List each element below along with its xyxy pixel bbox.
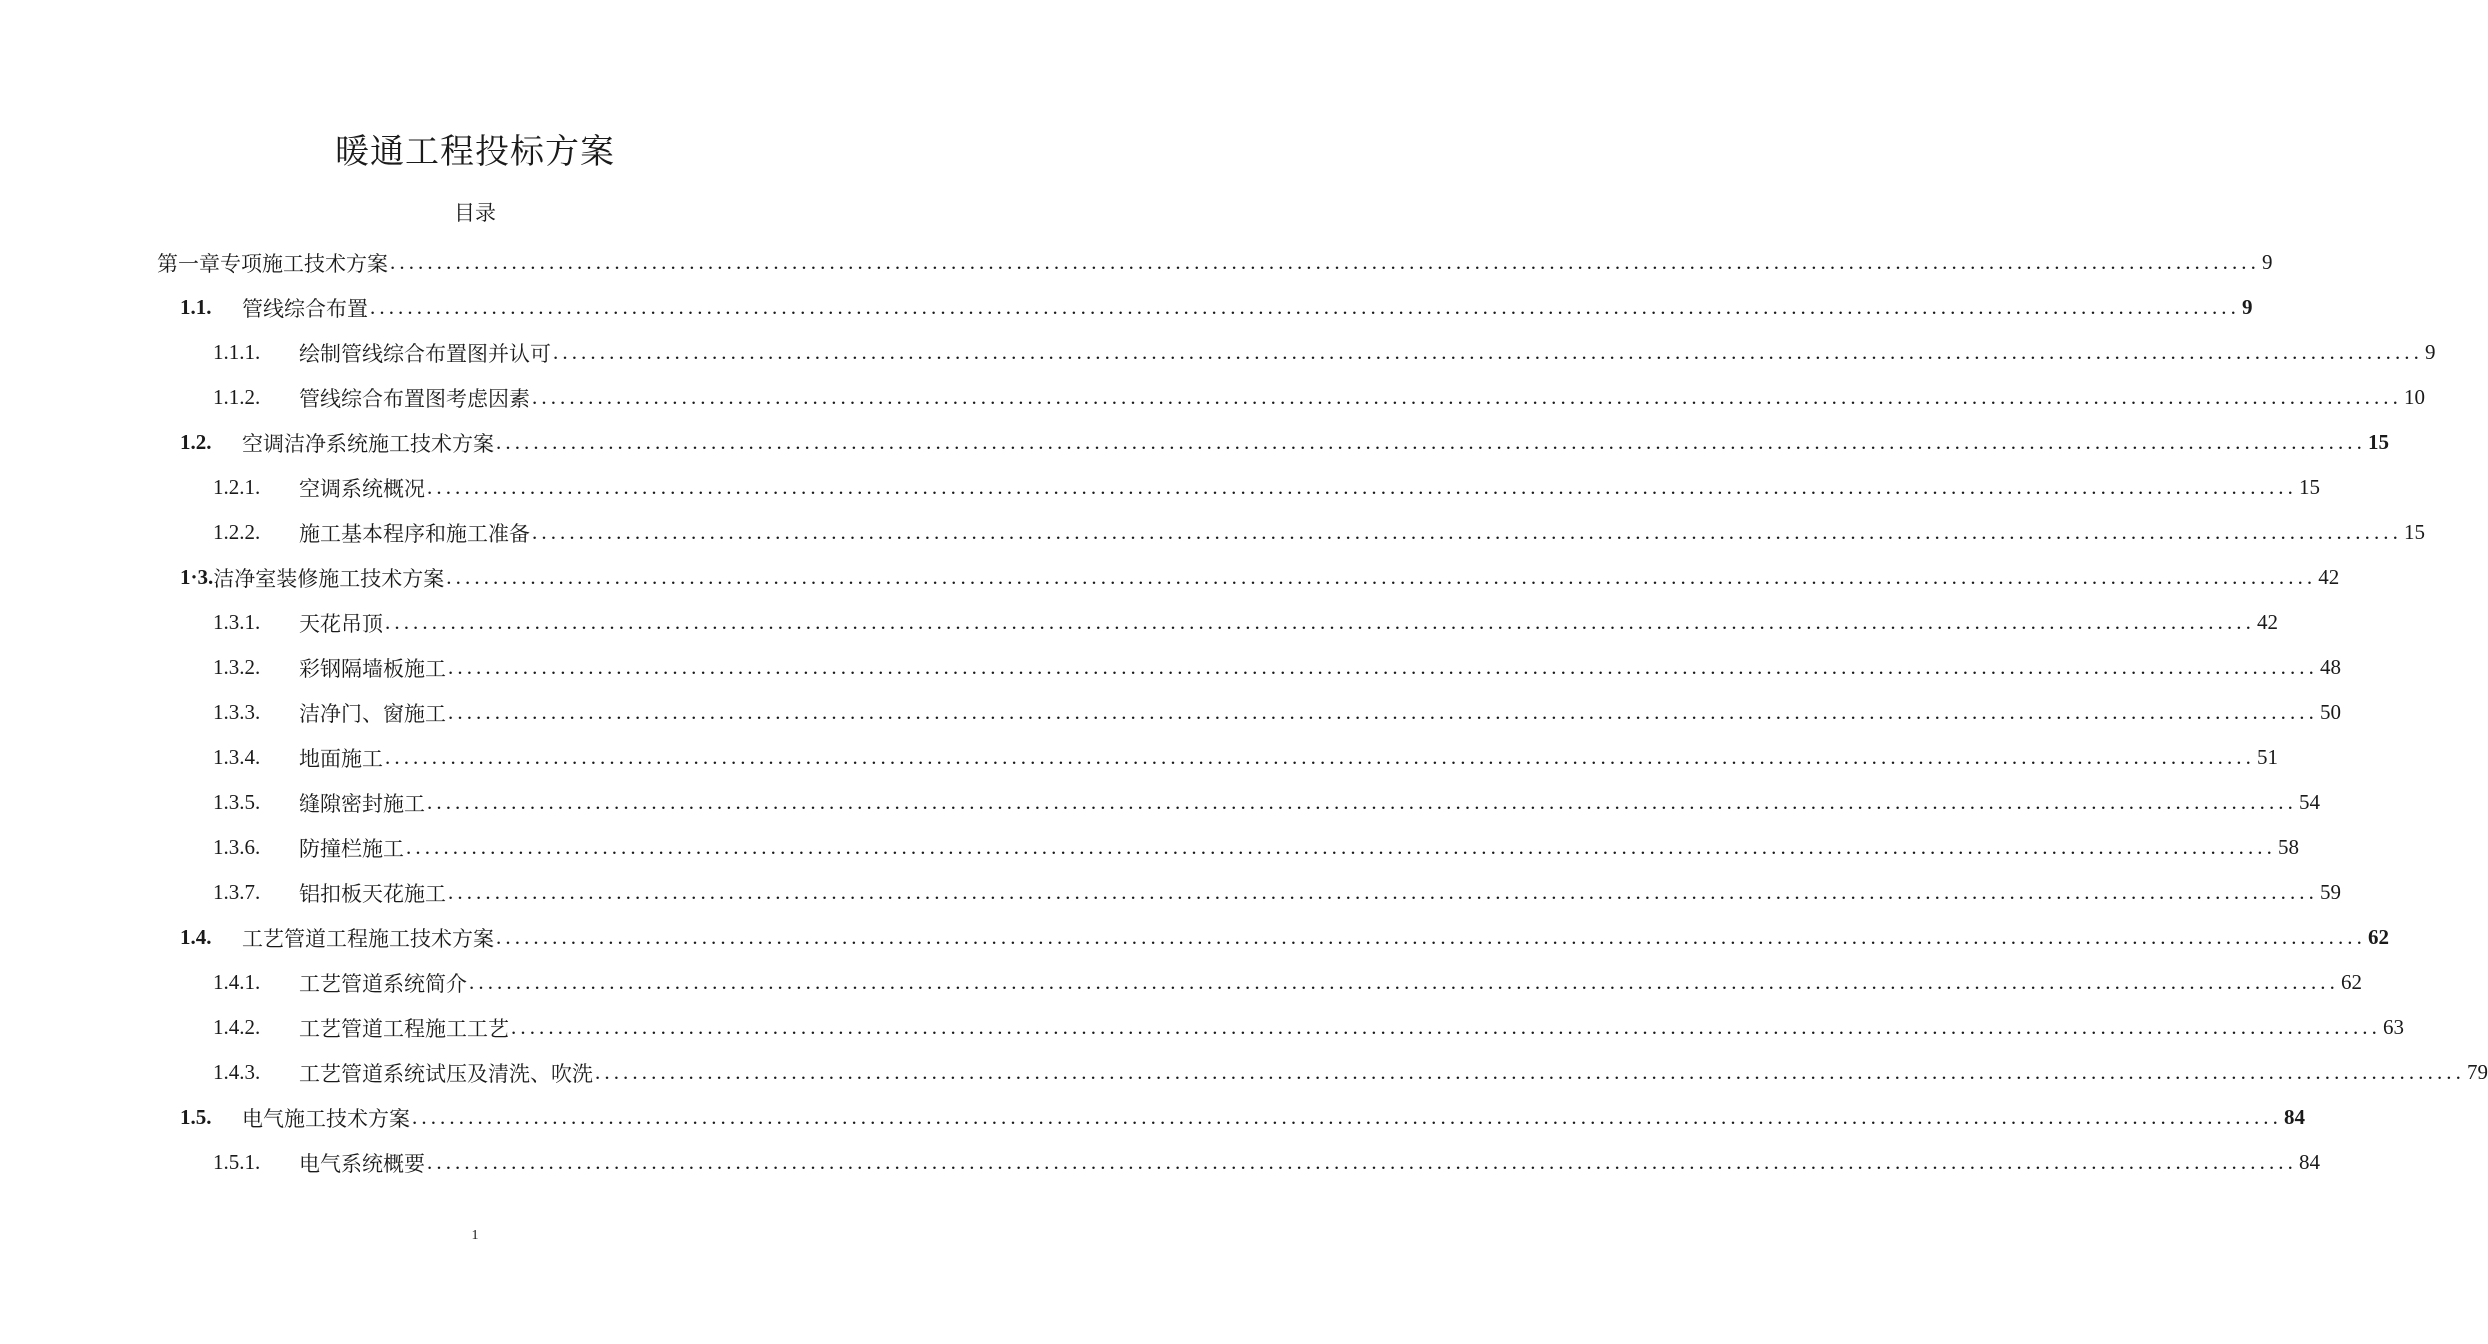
toc-dot-leader: ........................................................................................................................................................................................................ <box>390 250 2260 274</box>
toc-dot-leader: ........................................................................................................................................................................................................ <box>448 700 2318 724</box>
toc-entry-number: 1.3.6. <box>213 835 261 859</box>
toc-entry-title: 工艺管道系统试压及清洗、吹洗 <box>299 1061 593 1086</box>
toc-entry-number: 1.4. <box>180 925 212 949</box>
toc-entry-title: 工艺管道工程施工技术方案 <box>242 926 494 951</box>
toc-entry-page: 79 <box>2467 1060 2488 1084</box>
toc-entry-title: 空调系统概况 <box>299 476 425 501</box>
toc-entry-page: 15 <box>2404 520 2425 544</box>
toc-entry[interactable] <box>180 420 2389 465</box>
toc-entry-page: 9 <box>2262 250 2273 274</box>
toc-entry[interactable] <box>180 555 2340 600</box>
toc-entry[interactable] <box>180 1095 2305 1140</box>
toc-dot-leader: ........................................................................................................................................................................................................ <box>406 835 2276 859</box>
document-title: 暖通工程投标方案 <box>335 132 615 172</box>
toc-dot-leader: ........................................................................................................................................................................................................ <box>412 1105 2282 1129</box>
toc-entry[interactable] <box>213 600 2278 645</box>
toc-entry-number: 1.2.2. <box>213 520 261 544</box>
toc-entry-page: 54 <box>2299 790 2320 814</box>
toc-entry-page: 84 <box>2284 1105 2305 1129</box>
toc-dot-leader: ........................................................................................................................................................................................................ <box>427 1150 2297 1174</box>
toc-entry-page: 62 <box>2341 970 2362 994</box>
toc-entry-number: 1.3.3. <box>213 700 261 724</box>
toc-entry[interactable] <box>213 1050 2488 1095</box>
toc-entry-page: 62 <box>2368 925 2389 949</box>
toc-dot-leader: ........................................................................................................................................................................................................ <box>532 520 2402 544</box>
toc-dot-leader: ........................................................................................................................................................................................................ <box>448 880 2318 904</box>
toc-entry-title: 工艺管道系统简介 <box>299 971 467 996</box>
toc-entry-title: 施工基本程序和施工准备 <box>299 521 530 546</box>
toc-entry-title: 洁净门、窗施工 <box>299 701 446 726</box>
toc-entry-title: 防撞栏施工 <box>299 836 404 861</box>
toc-entry[interactable] <box>213 330 2436 375</box>
toc-entry-number: 1.5. <box>180 1105 212 1129</box>
toc-entry-page: 9 <box>2242 295 2253 319</box>
toc-entry-number: 1.4.2. <box>213 1015 261 1039</box>
toc-entry-number: 1.2. <box>180 430 212 454</box>
toc-entry-page: 63 <box>2383 1015 2404 1039</box>
toc-entry-number: 1.5.1. <box>213 1150 261 1174</box>
toc-dot-leader: ........................................................................................................................................................................................................ <box>532 385 2402 409</box>
toc-entry-title: 电气系统概要 <box>299 1151 425 1176</box>
toc-dot-leader: ........................................................................................................................................................................................................ <box>496 925 2366 949</box>
toc-entry-title: 第一章专项施工技术方案 <box>157 251 388 276</box>
toc-dot-leader: ........................................................................................................................................................................................................ <box>553 340 2423 364</box>
toc-entry[interactable] <box>213 960 2362 1005</box>
toc-entry-page: 51 <box>2257 745 2278 769</box>
toc-heading: 目录 <box>454 201 496 225</box>
toc-dot-leader: ........................................................................................................................................................................................................ <box>385 745 2255 769</box>
toc-dot-leader: ........................................................................................................................................................................................................ <box>511 1015 2381 1039</box>
toc-entry-title: 工艺管道工程施工工艺 <box>299 1016 509 1041</box>
toc-entry-number: 1.3.7. <box>213 880 261 904</box>
toc-dot-leader: ........................................................................................................................................................................................................ <box>448 655 2318 679</box>
toc-entry-page: 42 <box>2257 610 2278 634</box>
toc-entry[interactable] <box>213 645 2341 690</box>
toc-entry-number: 1.3.2. <box>213 655 261 679</box>
toc-entry[interactable] <box>213 375 2425 420</box>
toc-entry[interactable] <box>213 1140 2320 1185</box>
toc-entry[interactable] <box>213 825 2299 870</box>
toc-dot-leader: ........................................................................................................................................................................................................ <box>595 1060 2465 1084</box>
toc-entry[interactable] <box>213 1005 2404 1050</box>
toc-entry-title: 电气施工技术方案 <box>242 1106 410 1131</box>
toc-entry[interactable] <box>213 735 2278 780</box>
toc-entry-number: 1.1.2. <box>213 385 261 409</box>
toc-dot-leader: ........................................................................................................................................................................................................ <box>385 610 2255 634</box>
toc-entry-page: 42 <box>2318 565 2340 589</box>
toc-entry-page: 48 <box>2320 655 2341 679</box>
toc-entry-title: 天花吊顶 <box>299 611 383 636</box>
toc-entry-title: 铝扣板天花施工 <box>299 881 446 906</box>
toc-entry-title: 地面施工 <box>299 746 383 771</box>
toc-entry-page: 15 <box>2368 430 2389 454</box>
toc-entry-number: 1.1.1. <box>213 340 261 364</box>
toc-entry-number: 1.3.1. <box>213 610 261 634</box>
toc-entry[interactable] <box>213 780 2320 825</box>
toc-entry-page: 15 <box>2299 475 2320 499</box>
toc-dot-leader: ........................................................................................................................................................................................................ <box>446 565 2317 589</box>
toc-entry-number: 1.4.3. <box>213 1060 261 1084</box>
toc-entry-title: 空调洁净系统施工技术方案 <box>242 431 494 456</box>
toc-entry-number: 1.3.4. <box>213 745 261 769</box>
toc-entry-title: 彩钢隔墙板施工 <box>299 656 446 681</box>
toc-entry-title: 管线综合布置 <box>242 296 368 321</box>
toc-entry[interactable] <box>213 690 2341 735</box>
toc-entry-page: 50 <box>2320 700 2341 724</box>
toc-entry-page: 10 <box>2404 385 2425 409</box>
toc-dot-leader: ........................................................................................................................................................................................................ <box>469 970 2339 994</box>
toc-entry-title: 洁净室装修施工技术方案 <box>213 566 445 591</box>
page-number: 1 <box>471 1228 479 1243</box>
toc-entry[interactable] <box>213 465 2320 510</box>
toc-entry[interactable] <box>213 870 2341 915</box>
toc-entry-title: 绘制管线综合布置图并认可 <box>299 341 551 366</box>
toc-entry-page: 84 <box>2299 1150 2320 1174</box>
toc-entry-page: 58 <box>2278 835 2299 859</box>
toc-entry-page: 59 <box>2320 880 2341 904</box>
toc-entry[interactable] <box>213 510 2425 555</box>
toc-entry-title: 管线综合布置图考虑因素 <box>299 386 530 411</box>
toc-entry-number: 1.1. <box>180 295 212 319</box>
toc-entry-title: 缝隙密封施工 <box>299 791 425 816</box>
toc-dot-leader: ........................................................................................................................................................................................................ <box>496 430 2366 454</box>
toc-entry-number: 1.2.1. <box>213 475 261 499</box>
toc-entry-number: 1.4.1. <box>213 970 261 994</box>
toc-entry-page: 9 <box>2425 340 2436 364</box>
toc-entry[interactable] <box>180 285 2253 330</box>
toc-dot-leader: ........................................................................................................................................................................................................ <box>427 475 2297 499</box>
toc-entry[interactable] <box>157 240 2273 285</box>
toc-dot-leader: ........................................................................................................................................................................................................ <box>370 295 2240 319</box>
toc-dot-leader: ........................................................................................................................................................................................................ <box>427 790 2297 814</box>
toc-entry[interactable] <box>180 915 2389 960</box>
toc-entry-number: 1.3.5. <box>213 790 261 814</box>
toc-entry-number: 1·3. <box>180 565 214 589</box>
